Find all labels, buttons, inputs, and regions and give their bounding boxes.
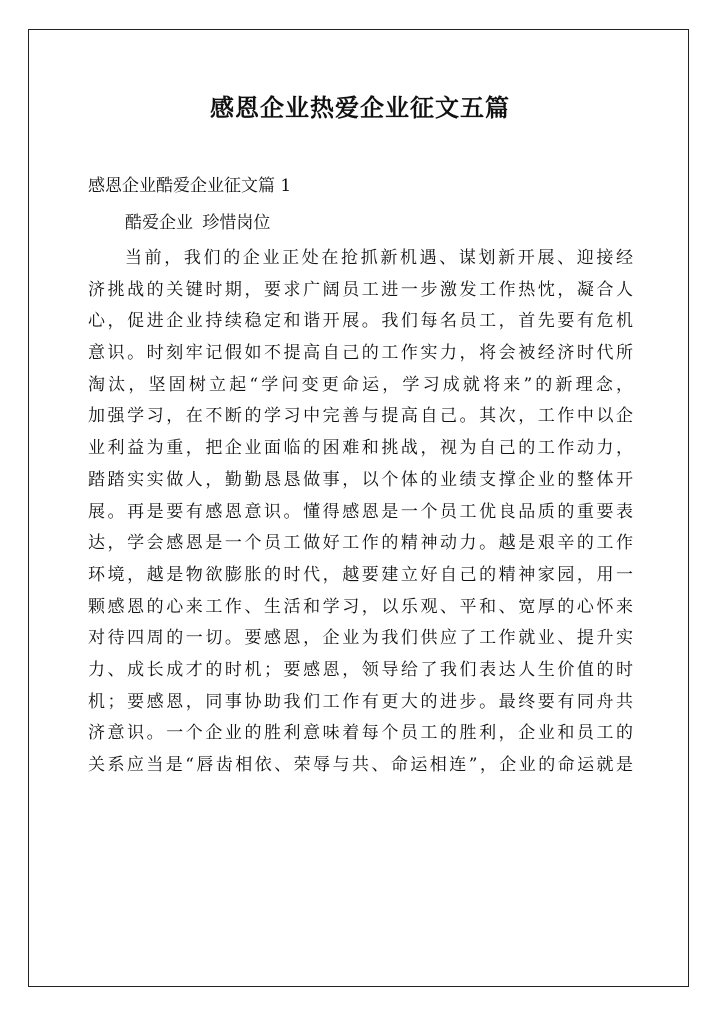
paragraph-line: 展。再是要有感恩意识。懂得感恩是一个员工优良品质的重要表 — [88, 501, 633, 522]
essay-subheading: 酷爱企业 珍惜岗位 — [125, 213, 271, 233]
paragraph-line: 踏踏实实做人，勤勤恳恳做事，以个体的业绩支撑企业的整体开 — [88, 469, 633, 490]
paragraph-line: 对待四周的一切。要感恩，企业为我们供应了工作就业、提升实 — [88, 628, 633, 649]
paragraph-line: 心，促进企业持续稳定和谐开展。我们每名员工，首先要有危机 — [88, 311, 633, 332]
paragraph-line: 颗感恩的心来工作、生活和学习，以乐观、平和、宽厚的心怀来 — [88, 596, 633, 617]
paragraph-line: 意识。时刻牢记假如不提高自己的工作实力，将会被经济时代所 — [88, 343, 633, 364]
paragraph-line: 力、成长成才的时机；要感恩，领导给了我们表达人生价值的时 — [88, 659, 633, 680]
paragraph-line: 济意识。一个企业的胜利意味着每个员工的胜利，企业和员工的 — [88, 723, 633, 744]
paragraph-line: 当前，我们的企业正处在抢抓新机遇、谋划新开展、迎接经 — [125, 248, 633, 268]
paragraph-line: 环境，越是物欲膨胀的时代，越要建立好自己的精神家园，用一 — [88, 564, 633, 585]
paragraph-line: 加强学习，在不断的学习中完善与提高自己。其次，工作中以企 — [88, 406, 633, 427]
section-heading: 感恩企业酷爱企业征文篇 1 — [88, 176, 292, 196]
paragraph-line: 机；要感恩，同事协助我们工作有更大的进步。最终要有同舟共 — [88, 691, 633, 712]
paragraph-line: 关系应当是“唇齿相依、荣辱与共、命运相连”，企业的命运就是 — [88, 755, 633, 775]
paragraph-line: 达，学会感恩是一个员工做好工作的精神动力。越是艰辛的工作 — [88, 533, 633, 554]
paragraph-line: 济挑战的关键时期，要求广阔员工进一步激发工作热忱，凝合人 — [88, 279, 633, 300]
document-title: 感恩企业热爱企业征文五篇 — [210, 93, 510, 122]
paragraph-line: 淘汰，坚固树立起“学问变更命运，学习成就将来”的新理念， — [88, 374, 633, 395]
paragraph-line: 业利益为重，把企业面临的困难和挑战，视为自己的工作动力， — [88, 438, 633, 459]
body-paragraph — [88, 243, 633, 782]
